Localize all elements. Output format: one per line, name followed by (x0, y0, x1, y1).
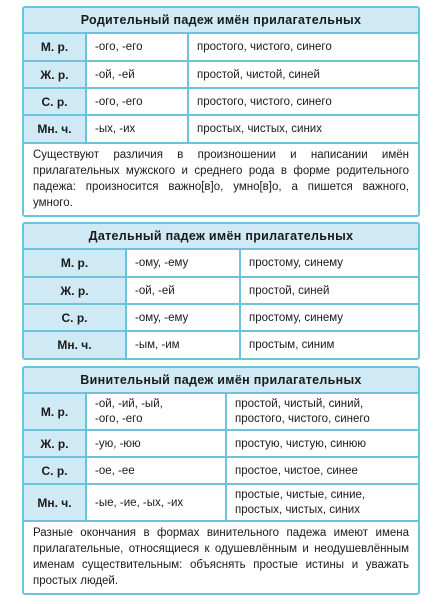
table-row (24, 394, 418, 430)
ending-cell: -ым, -им (126, 331, 240, 358)
gender-label: М. р. (24, 394, 86, 430)
ending-cell: -ые, -ие, -ых, -их (86, 484, 226, 520)
gender-label: Ж. р. (24, 277, 126, 304)
table-row (24, 430, 418, 457)
table-row (24, 331, 418, 358)
dative-case-card (22, 222, 420, 360)
genitive-case-card (22, 6, 420, 217)
ending-line: -ой, -ий, -ый, (95, 397, 163, 410)
example-cell: простую, чистую, синюю (226, 430, 418, 457)
gender-label: Ж. р. (24, 430, 86, 457)
table-row (24, 88, 418, 115)
accusative-table (24, 394, 418, 520)
gender-label: М. р. (24, 250, 126, 277)
genitive-title: Родительный падеж имён прилагательных (24, 8, 418, 34)
example-cell: простой, чистой, синей (188, 61, 418, 88)
example-line: простые, чистые, синие, (235, 488, 366, 501)
example-cell: простого, чистого, синего (188, 34, 418, 61)
example-cell: простому, синему (240, 250, 418, 277)
table-row (24, 277, 418, 304)
accusative-note: Разные окончания в формах винительного падежа имеют имена прилагательные, относящиеся к одушевлённым и неодушевлённым именам существительным: объяснять простые истины и уважать простых людей. (24, 520, 418, 593)
ending-cell: -ого, -его (86, 88, 188, 115)
ending-cell: -ых, -их (86, 115, 188, 142)
table-row (24, 34, 418, 61)
genitive-table (24, 34, 418, 142)
example-cell: простых, чистых, синих (197, 123, 322, 135)
table-row (24, 115, 418, 142)
example-cell (226, 394, 418, 430)
ending-cell: -ую, -юю (86, 430, 226, 457)
ending-cell: -ого, -его (86, 34, 188, 61)
gender-label: Мн. ч. (24, 115, 86, 142)
ending-cell: -ое, -ее (86, 457, 226, 484)
ending-line: -ого, -его (95, 412, 143, 425)
gender-label: С. р. (24, 88, 86, 115)
ending-cell: -ой, -ей (126, 277, 240, 304)
dative-table (24, 250, 418, 358)
example-cell: простым, синим (249, 339, 335, 351)
example-cell: простой, синей (240, 277, 418, 304)
table-row (24, 61, 418, 88)
ending-cell: -ому, -ему (126, 304, 240, 331)
gender-label: С. р. (24, 457, 86, 484)
example-cell: простому, синему (240, 304, 418, 331)
dative-title: Дательный падеж имён прилагательных (24, 224, 418, 250)
gender-label: С. р. (24, 304, 126, 331)
table-row (24, 250, 418, 277)
table-row (24, 304, 418, 331)
example-cell (226, 484, 418, 520)
table-row (24, 484, 418, 520)
example-line: простого, чистого, синего (235, 412, 370, 425)
ending-cell: -ому, -ему (126, 250, 240, 277)
gender-label: Мн. ч. (24, 484, 86, 520)
genitive-note: Существуют различия в произношении и написании имён прилагательных мужского и среднего рода в форме родительного падежа: произносится важно[в]о, умно[в]о, а пишется важного, умного. (24, 142, 418, 215)
accusative-case-card (22, 366, 420, 595)
table-row (24, 457, 418, 484)
gender-label: Ж. р. (24, 61, 86, 88)
example-cell: простого, чистого, синего (188, 88, 418, 115)
gender-label: М. р. (24, 34, 86, 61)
ending-cell (86, 394, 226, 430)
ending-cell: -ой, -ей (86, 61, 188, 88)
example-line: простой, чистый, синий, (235, 397, 364, 410)
gender-label: Мн. ч. (24, 331, 126, 358)
example-cell: простое, чистое, синее (226, 457, 418, 484)
accusative-title: Винительный падеж имён прилагательных (24, 368, 418, 394)
example-line: простых, чистых, синих (235, 503, 360, 516)
